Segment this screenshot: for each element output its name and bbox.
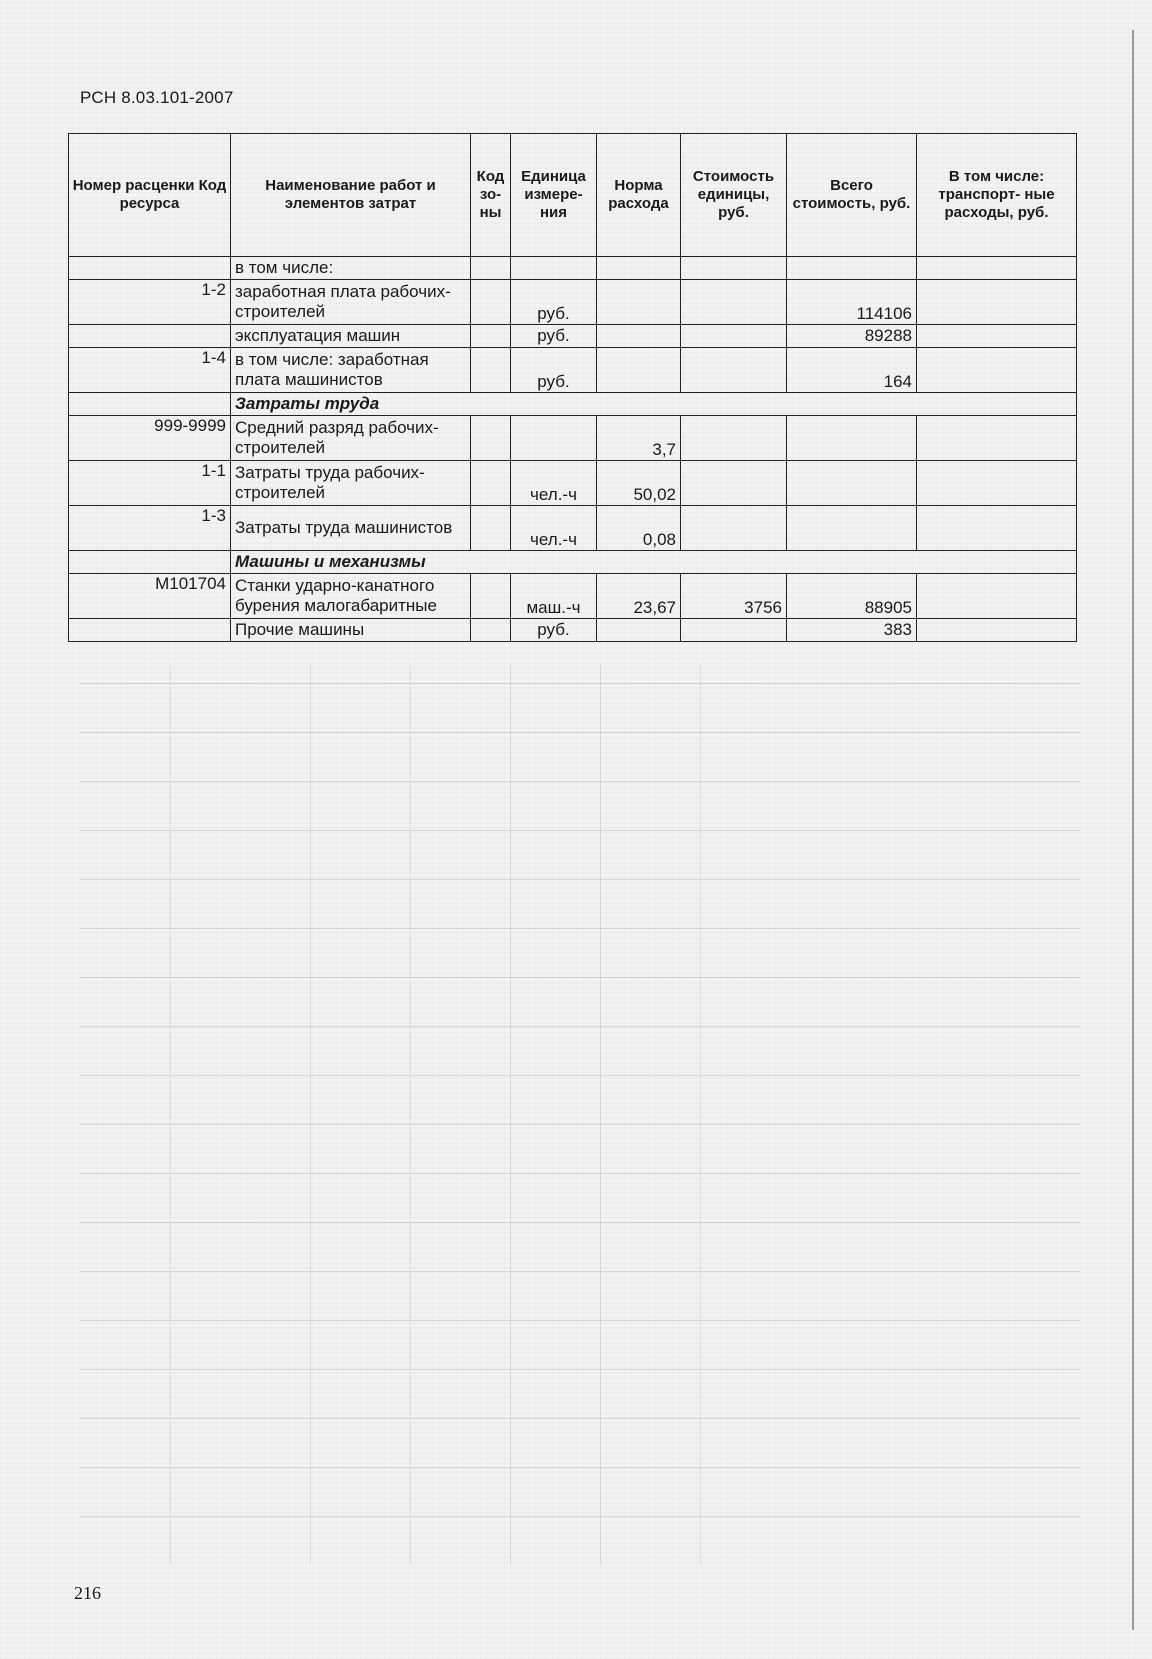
- cell-norm: 3,7: [597, 416, 681, 461]
- cell-norm: [597, 280, 681, 325]
- section-title: Затраты труда: [231, 393, 1077, 416]
- cell-code: 1-2: [69, 280, 231, 325]
- page-number: 216: [74, 1583, 101, 1603]
- cell-unit: руб.: [511, 348, 597, 393]
- cell-unit: руб.: [511, 619, 597, 642]
- cell-name: эксплуатация машин: [231, 325, 471, 348]
- cell-zone: [471, 325, 511, 348]
- cell-unit: руб.: [511, 280, 597, 325]
- cell-total: 89288: [787, 325, 917, 348]
- cell-code: 1-1: [69, 461, 231, 506]
- cell-code: [69, 551, 231, 574]
- cell-transport: [917, 348, 1077, 393]
- cell-transport: [917, 461, 1077, 506]
- cell-zone: [471, 574, 511, 619]
- cell-zone: [471, 416, 511, 461]
- cell-norm: [597, 619, 681, 642]
- cell-norm: [597, 348, 681, 393]
- cell-name: Прочие машины: [231, 619, 471, 642]
- cell-unit-cost: [681, 506, 787, 551]
- cell-name: в том числе:: [231, 257, 471, 280]
- cell-unit: маш.-ч: [511, 574, 597, 619]
- cell-unit: [511, 416, 597, 461]
- col-header-transport: В том числе: транспорт- ные расходы, руб.: [917, 134, 1077, 257]
- cell-unit: руб.: [511, 325, 597, 348]
- cell-transport: [917, 416, 1077, 461]
- cell-unit-cost: [681, 619, 787, 642]
- col-header-total: Всего стоимость, руб.: [787, 134, 917, 257]
- cell-name: заработная плата рабочих-строителей: [231, 280, 471, 325]
- cell-code: 1-3: [69, 506, 231, 551]
- table-row: [69, 416, 1077, 461]
- cell-total: [787, 257, 917, 280]
- cell-name: Затраты труда рабочих-строителей: [231, 461, 471, 506]
- cell-code: [69, 619, 231, 642]
- cell-total: [787, 461, 917, 506]
- cell-unit: чел.-ч: [511, 461, 597, 506]
- cell-unit-cost: [681, 348, 787, 393]
- cell-total: [787, 506, 917, 551]
- cell-unit-cost: [681, 280, 787, 325]
- col-header-zone: Код зо- ны: [471, 134, 511, 257]
- cell-transport: [917, 574, 1077, 619]
- col-header-code: Номер расценки Код ресурса: [69, 134, 231, 257]
- cell-total: 88905: [787, 574, 917, 619]
- cell-code: [69, 393, 231, 416]
- table-row: [69, 325, 1077, 348]
- cell-name: Средний разряд рабочих-строителей: [231, 416, 471, 461]
- section-row: [69, 393, 1077, 416]
- section-row: [69, 551, 1077, 574]
- cell-code: 999-9999: [69, 416, 231, 461]
- cell-total: 383: [787, 619, 917, 642]
- cell-transport: [917, 280, 1077, 325]
- col-header-unit-cost: Стоимость единицы, руб.: [681, 134, 787, 257]
- bleed-through-background: [80, 665, 1080, 1565]
- cell-unit-cost: [681, 257, 787, 280]
- section-title: Машины и механизмы: [231, 551, 1077, 574]
- cell-total: 114106: [787, 280, 917, 325]
- cell-unit: чел.-ч: [511, 506, 597, 551]
- cell-zone: [471, 461, 511, 506]
- table-header-row: [69, 134, 1077, 257]
- table-row: [69, 257, 1077, 280]
- cell-norm: [597, 325, 681, 348]
- price-table: [68, 133, 1077, 642]
- cell-zone: [471, 348, 511, 393]
- cell-zone: [471, 619, 511, 642]
- cell-zone: [471, 257, 511, 280]
- cell-code: М101704: [69, 574, 231, 619]
- cell-name: Станки ударно-канатного бурения малогабаритные: [231, 574, 471, 619]
- cell-zone: [471, 280, 511, 325]
- table-row: [69, 506, 1077, 551]
- cell-norm: 0,08: [597, 506, 681, 551]
- cell-transport: [917, 257, 1077, 280]
- cell-name: в том числе: заработная плата машинистов: [231, 348, 471, 393]
- table-row: [69, 348, 1077, 393]
- cell-total: 164: [787, 348, 917, 393]
- document-code: РСН 8.03.101-2007: [80, 88, 234, 107]
- cell-unit-cost: 3756: [681, 574, 787, 619]
- table-row: [69, 619, 1077, 642]
- cell-total: [787, 416, 917, 461]
- table-row: [69, 461, 1077, 506]
- cell-norm: 23,67: [597, 574, 681, 619]
- cell-transport: [917, 506, 1077, 551]
- cell-code: 1-4: [69, 348, 231, 393]
- table-row: [69, 574, 1077, 619]
- col-header-unit: Единица измере- ния: [511, 134, 597, 257]
- page-edge: [1132, 30, 1134, 1630]
- cell-name: Затраты труда машинистов: [231, 506, 471, 551]
- cell-transport: [917, 619, 1077, 642]
- table-row: [69, 280, 1077, 325]
- cell-unit: [511, 257, 597, 280]
- cell-unit-cost: [681, 325, 787, 348]
- col-header-norm: Норма расхода: [597, 134, 681, 257]
- cell-norm: [597, 257, 681, 280]
- cell-code: [69, 257, 231, 280]
- cell-unit-cost: [681, 416, 787, 461]
- cell-code: [69, 325, 231, 348]
- cell-transport: [917, 325, 1077, 348]
- col-header-name: Наименование работ и элементов затрат: [231, 134, 471, 257]
- cell-unit-cost: [681, 461, 787, 506]
- cell-norm: 50,02: [597, 461, 681, 506]
- cell-zone: [471, 506, 511, 551]
